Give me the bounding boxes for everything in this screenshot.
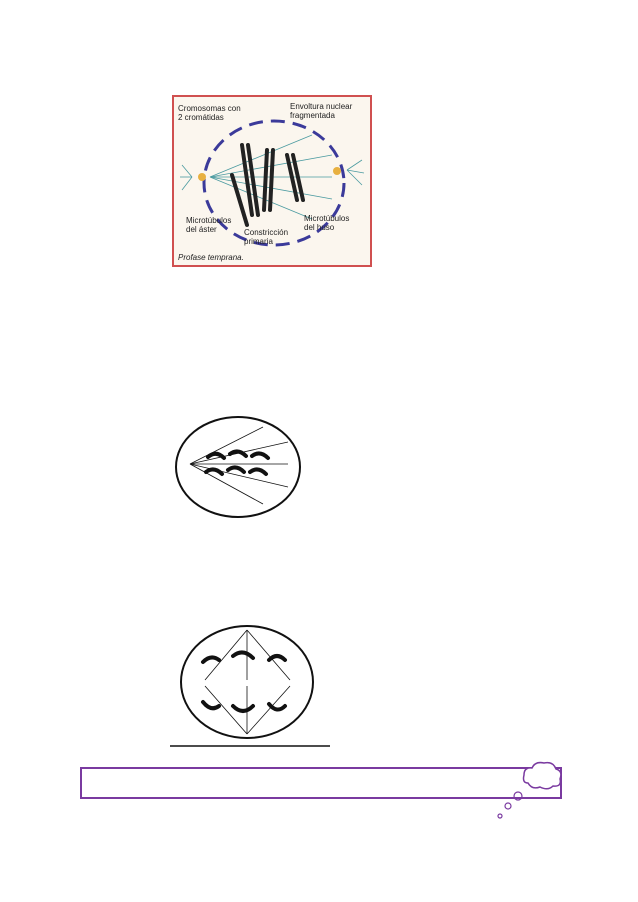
svg-text:del huso: del huso [304,223,335,232]
label-cromosomas: Cromosomas con [178,104,241,113]
profase-figure [172,95,372,267]
svg-text:fragmentada: fragmentada [290,111,335,120]
border-left [0,58,60,844]
cloud-bubbles-icon [488,790,528,822]
svg-text:primaria: primaria [244,237,273,246]
section-b-heading [132,389,139,405]
border-top [0,0,638,58]
label-aster: Microtúbulos [186,216,232,225]
section-a-heading [135,82,142,98]
page-number-cloud-icon [520,759,564,793]
section-c-heading [120,599,133,615]
label-constriccion: Constricción [244,228,289,237]
border-bottom [0,844,638,902]
label-huso: Microtúbulos [304,214,350,223]
svg-text:del áster: del áster [186,225,217,234]
metafase-figure [168,412,308,532]
anafase-figure [165,620,335,750]
svg-text:2 cromátidas: 2 cromátidas [178,113,224,122]
border-right [578,58,638,844]
label-envoltura: Envoltura nuclear [290,102,353,111]
label-caption: Profase temprana. [178,253,244,262]
